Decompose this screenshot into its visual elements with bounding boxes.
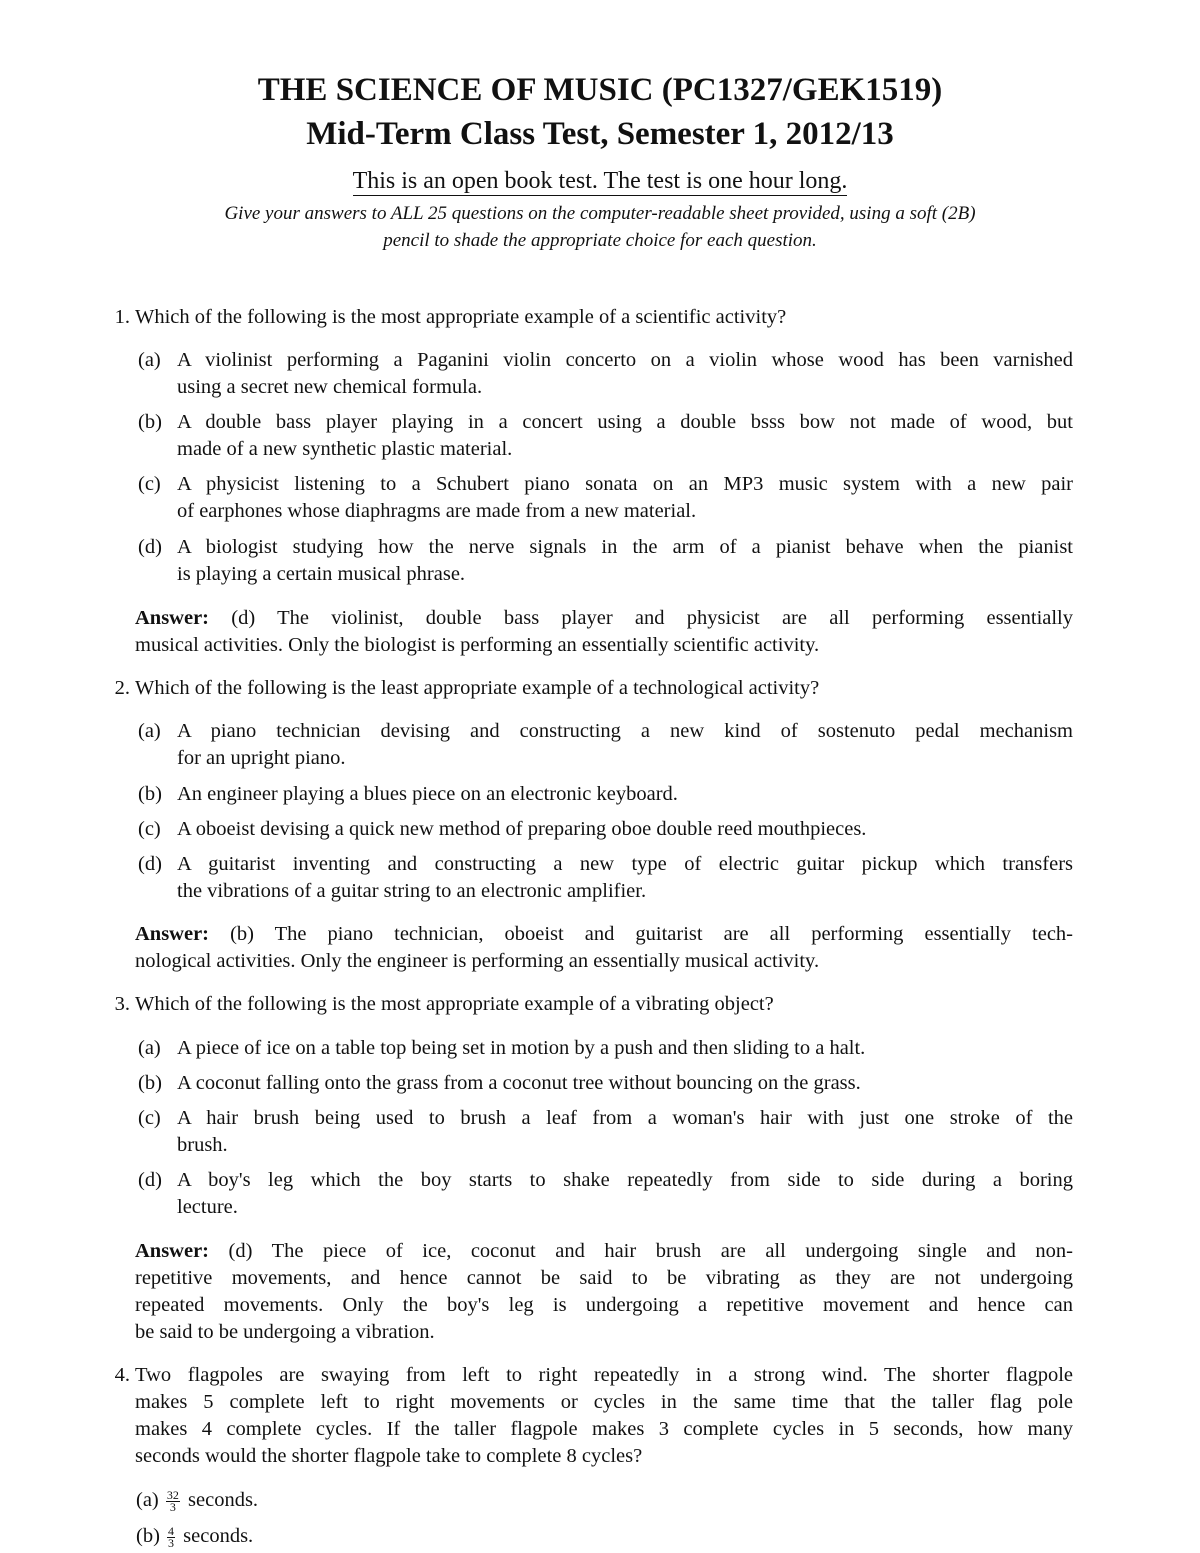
answer-line: repetitive movements, and hence cannot be said to be vibrating as they are not undergoing	[135, 1267, 1073, 1289]
answer-line: repeated movements. Only the boy's leg is undergoing a repetitive movement and hence can	[135, 1294, 1073, 1316]
option-text-line: An engineer playing a blues piece on an electronic keyboard.	[177, 783, 678, 805]
document-title: THE SCIENCE OF MUSIC (PC1327/GEK1519)	[257, 72, 943, 108]
option-text-line: of earphones whose diaphragms are made from a new material.	[177, 500, 697, 522]
option-label: (d)	[138, 853, 162, 875]
option-text-line: A coconut falling onto the grass from a coconut tree without bouncing on the grass.	[177, 1072, 861, 1094]
question-text-line: makes 4 complete cycles. If the taller flagpole makes 3 complete cycles in 5 seconds, how many	[135, 1418, 1073, 1440]
instructions-line: pencil to shade the appropriate choice for each question.	[383, 230, 817, 251]
option-label: (a)	[138, 349, 161, 371]
option-text-line: A piece of ice on a table top being set in motion by a push and then sliding to a halt.	[177, 1037, 866, 1059]
option-label: (c)	[138, 818, 161, 840]
fraction	[167, 1523, 175, 1550]
fraction	[166, 1487, 180, 1514]
option-label: (a)	[138, 720, 161, 742]
question-text-line: Which of the following is the most appropriate example of a vibrating object?	[135, 993, 774, 1015]
option-label: (a)	[138, 1037, 161, 1059]
fraction-denominator: 3	[169, 1499, 176, 1514]
option-label: (b)	[138, 783, 162, 805]
option-text-line: is playing a certain musical phrase.	[177, 563, 466, 585]
fraction-denominator: 3	[168, 1535, 175, 1550]
option-row	[136, 1487, 258, 1514]
question-text-line: Which of the following is the most appropriate example of a scientific activity?	[135, 306, 787, 328]
test-note	[0, 168, 1200, 195]
option-label: (b)	[138, 411, 162, 433]
option-text-line: brush.	[177, 1134, 228, 1156]
question-number: 4.	[114, 1364, 130, 1386]
question-text-line: seconds would the shorter flagpole take to complete 8 cycles?	[135, 1445, 643, 1467]
test-note-text: This is an open book test. The test is one hour long.	[352, 168, 848, 194]
option-text-line: A double bass player playing in a concert using a double bsss bow not made of wood, but	[177, 411, 1073, 433]
answer-text: (d) The violinist, double bass player and physicist are all performing essentially	[231, 607, 1074, 629]
option-label: (b)	[138, 1072, 162, 1094]
option-text-line: A boy's leg which the boy starts to shake repeatedly from side to side during a boring	[177, 1169, 1073, 1191]
option-text-line: A oboeist devising a quick new method of preparing oboe double reed mouthpieces.	[177, 818, 867, 840]
question-text-line: makes 5 complete left to right movements or cycles in the same time that the taller flag pole	[135, 1391, 1073, 1413]
option-text-line: lecture.	[177, 1196, 238, 1218]
question-number: 1.	[114, 306, 130, 328]
answer-line	[135, 1238, 1073, 1265]
instructions	[120, 200, 1080, 254]
option-text-line: A hair brush being used to brush a leaf from a woman's hair with just one stroke of the	[177, 1107, 1073, 1129]
option-label: (c)	[138, 1107, 161, 1129]
option-label: (d)	[138, 536, 162, 558]
instructions-line: Give your answers to ALL 25 questions on the computer-readable sheet provided, using a soft (2B)	[224, 203, 976, 224]
answer-label: Answer:	[135, 607, 210, 629]
option-row	[136, 1523, 253, 1550]
answer-line	[135, 605, 1073, 632]
option-label: (b)	[136, 1525, 160, 1547]
answer-line	[135, 921, 1073, 948]
fraction-numerator: 32	[166, 1487, 179, 1502]
option-text-line: made of a new synthetic plastic material.	[177, 438, 513, 460]
answer-label: Answer:	[135, 1240, 210, 1262]
question-number: 2.	[114, 677, 130, 699]
option-text-line: A guitarist inventing and constructing a new type of electric guitar pickup which transfers	[177, 853, 1073, 875]
answer-line: musical activities. Only the biologist is performing an essentially scientific activity.	[135, 634, 820, 656]
option-unit: seconds.	[183, 1525, 254, 1547]
question-text-line: Which of the following is the least appropriate example of a technological activity?	[135, 677, 820, 699]
option-label: (c)	[138, 473, 161, 495]
question-text-line: Two flagpoles are swaying from left to right repeatedly in a strong wind. The shorter flagpole	[135, 1364, 1073, 1386]
answer-text: (d) The piece of ice, coconut and hair brush are all undergoing single and non-	[228, 1240, 1073, 1262]
answer-text: (b) The piano technician, oboeist and guitarist are all performing essentially tech-	[230, 923, 1074, 945]
option-label: (d)	[138, 1169, 162, 1191]
option-unit: seconds.	[188, 1489, 259, 1511]
option-text-line: the vibrations of a guitar string to an electronic amplifier.	[177, 880, 647, 902]
option-text-line: A piano technician devising and constructing a new kind of sostenuto pedal mechanism	[177, 720, 1073, 742]
option-text-line: A biologist studying how the nerve signals in the arm of a pianist behave when the pianist	[177, 536, 1073, 558]
answer-line: be said to be undergoing a vibration.	[135, 1321, 435, 1343]
option-text-line: for an upright piano.	[177, 747, 346, 769]
option-text-line: using a secret new chemical formula.	[177, 376, 483, 398]
question-number: 3.	[114, 993, 130, 1015]
answer-line: nological activities. Only the engineer is performing an essentially musical activity.	[135, 950, 820, 972]
document-subtitle-heading: Mid-Term Class Test, Semester 1, 2012/13	[306, 116, 894, 152]
answer-label: Answer:	[135, 923, 210, 945]
fraction-numerator: 4	[168, 1523, 175, 1538]
option-text-line: A violinist performing a Paganini violin concerto on a violin whose wood has been varnished	[177, 349, 1073, 371]
option-text-line: A physicist listening to a Schubert piano sonata on an MP3 music system with a new pair	[177, 473, 1073, 495]
option-label: (a)	[136, 1489, 159, 1511]
